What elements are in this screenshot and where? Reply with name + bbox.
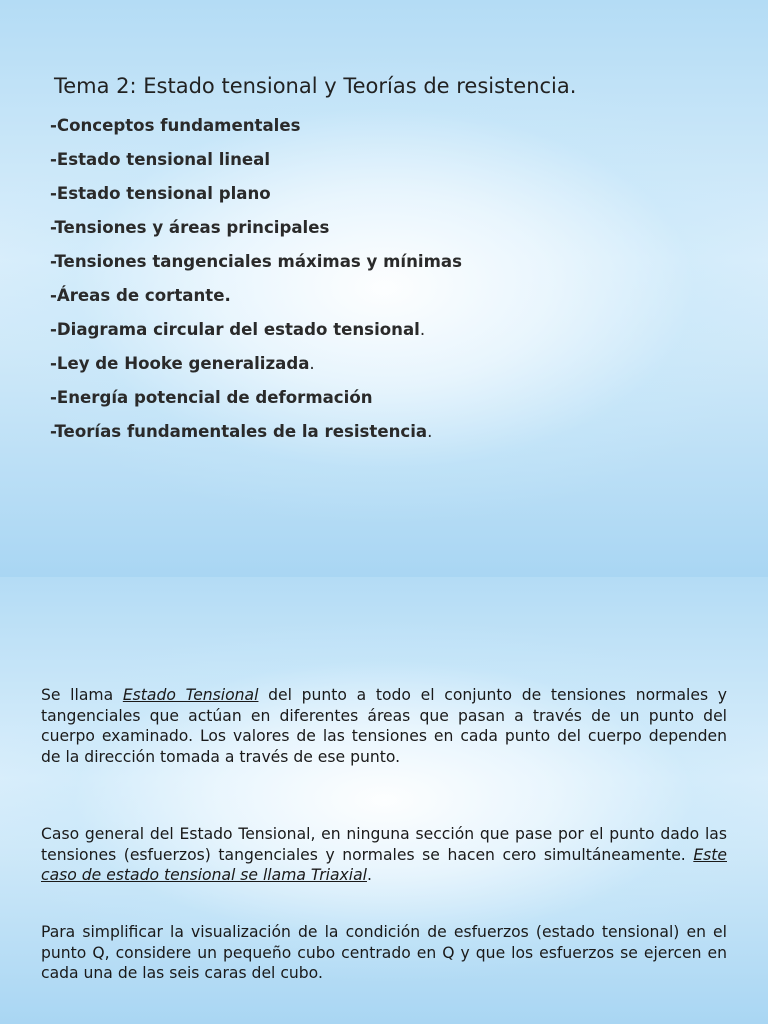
term-triaxial: Este caso de estado tensional se llama Triaxial [41,845,727,884]
topic-item: -Ley de Hooke generalizada. [50,354,315,373]
topic-item: -Conceptos fundamentales [50,116,301,135]
slide-2 [0,577,768,1024]
topic-list [50,114,462,454]
topic-item: -Diagrama circular del estado tensional. [50,320,426,339]
topic-item: -Estado tensional lineal [50,150,271,169]
term-estado-tensional: Estado Tensional [122,686,259,704]
paragraph-estado-tensional: Se llama Estado Tensional del punto a todo el conjunto de tensiones normales y tangenciales que actúan en diferentes áreas que pasan a través de un punto del cuerpo examinado. Los valores de las tensiones en cada punto del cuerpo dependen de la dirección tomada a través de ese punto. [41,686,728,766]
topic-item: -Áreas de cortante. [50,286,231,305]
topic-item: -Tensiones tangenciales máximas y mínimas [50,252,462,271]
topic-item: -Estado tensional plano [50,184,271,203]
paragraph-cubo: Para simplificar la visualización de la condición de esfuerzos (estado tensional) en el punto Q, considere un pequeño cubo centrado en Q y que los esfuerzos se ejercen en cada una de las seis caras del cubo. [41,923,727,982]
topic-item: -Energía potencial de deformación [50,388,373,407]
topic-item: -Tensiones y áreas principales [50,218,330,237]
paragraph-caso-general: Caso general del Estado Tensional, en ninguna sección que pase por el punto dado las tensiones (esfuerzos) tangenciales y normales se hacen cero simultáneamente. Este caso de estado tensional se llama Triaxial. [41,825,727,884]
topic-item: -Teorías fundamentales de la resistencia. [50,422,433,441]
slide-title: Tema 2: Estado tensional y Teorías de resistencia. [54,74,577,98]
